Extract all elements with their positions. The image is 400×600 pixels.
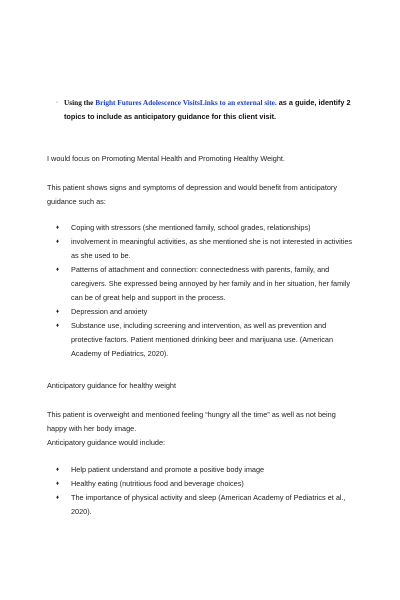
list-item: ♦ Depression and anxiety [56,305,356,319]
bullet-icon: ♦ [56,267,60,273]
question-prefix: Using the [64,98,96,107]
bullet-icon: ♦ [56,239,60,245]
assignment-question [56,96,356,124]
mental-health-lead: This patient shows signs and symptoms of depression and would benefit from anticipatory guidance such as: [47,183,337,206]
bullet-icon: ♦ [56,495,60,501]
question-rest: as a guide, identify 2 topics to include as anticipatory guidance for this client visit. [64,98,351,121]
bright-futures-link[interactable]: Bright Futures Adolescence VisitsLinks to an external site. [95,98,277,107]
weight-lead: This patient is overweight and mentioned feeling “hungry all the time” as well as not being happy with her body image. [47,410,336,433]
weight-list [56,463,356,519]
weight-heading: Anticipatory guidance for healthy weight [47,381,176,390]
bullet-icon: ♦ [56,323,60,329]
list-item: ♦ Patterns of attachment and connection: connectedness with parents, family, and caregivers. She expressed being annoyed by her family and in her situation, her family can be of great help and support in the process. [56,265,351,302]
list-item: ♦ Substance use, including screening and intervention, as well as prevention and protective factors. Patient mentioned drinking beer and marijuana use. (American Academy of Pediatrics, 2020). [56,321,334,358]
bullet-icon: ♦ [56,309,60,315]
bullet-icon: ♦ [56,225,60,231]
weight-lead-2: Anticipatory guidance would include: [47,438,166,447]
mental-health-list [56,221,356,361]
list-item: ♦ Healthy eating (nutritious food and beverage choices) [56,477,356,491]
list-item: ♦ The importance of physical activity and sleep (American Academy of Pediatrics et al., 2020). [56,493,346,516]
list-marker: ◦ [56,100,59,106]
bullet-icon: ♦ [56,481,60,487]
list-item: ♦ Help patient understand and promote a positive body image [56,463,356,477]
list-item: ♦ Coping with stressors (she mentioned family, school grades, relationships) [56,221,356,235]
intro-paragraph: I would focus on Promoting Mental Health and Promoting Healthy Weight. [47,154,285,163]
list-item: ♦ involvement in meaningful activities, as she mentioned she is not interested in activities as she used to be. [56,237,353,260]
bullet-icon: ♦ [56,467,60,473]
